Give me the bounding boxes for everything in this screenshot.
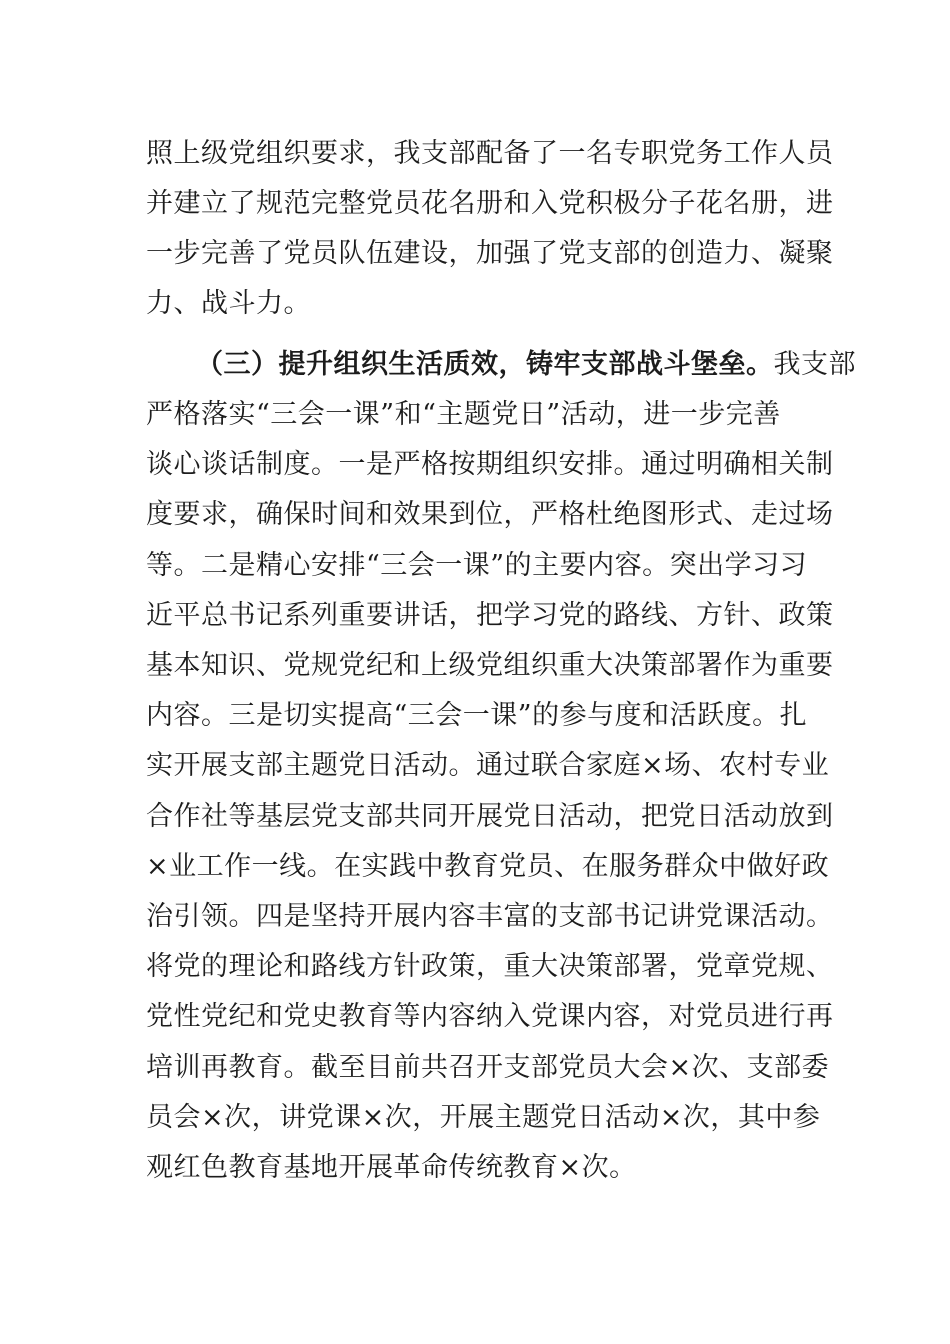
para2-line-11: ×业工作一线。在实践中教育党员、在服务群众中做好政 (146, 851, 830, 882)
para2-line-9: 实开展支部主题党日活动。通过联合家庭×场、农村专业 (146, 750, 830, 781)
para2-line-7: 基本知识、党规党纪和上级党组织重大决策部署作为重要 (146, 650, 834, 681)
para2-line-6: 近平总书记系列重要讲话，把学习党的路线、方针、政策 (146, 600, 834, 631)
para2-line-15: 培训再教育。截至目前共召开支部党员大会×次、支部委 (146, 1052, 830, 1083)
para2-line-12: 治引领。四是坚持开展内容丰富的支部书记讲党课活动。 (146, 901, 834, 932)
para1-line-3: 一步完善了党员队伍建设，加强了党支部的创造力、凝聚 (146, 238, 834, 269)
para2-line-8: 内容。三是切实提高“三会一课”的参与度和活跃度。扎 (146, 700, 808, 731)
para1-line-2: 并建立了规范完整党员花名册和入党积极分子花名册，进 (146, 188, 834, 219)
para2-line-17: 观红色教育基地开展革命传统教育×次。 (146, 1152, 637, 1183)
para1-line-4: 力、战斗力。 (146, 288, 311, 319)
para2-line-4: 度要求，确保时间和效果到位，严格杜绝图形式、走过场 (146, 499, 834, 530)
para2-first-line-rest: 我支部 (773, 349, 856, 380)
para2-line-16: 员会×次，讲党课×次，开展主题党日活动×次，其中参 (146, 1102, 821, 1133)
para2-line-5: 等。二是精心安排“三会一课”的主要内容。突出学习习 (146, 550, 808, 581)
para2-line-3: 谈心谈话制度。一是严格按期组织安排。通过明确相关制 (146, 449, 834, 480)
para1-line-1: 照上级党组织要求，我支部配备了一名专职党务工作人员 (146, 138, 834, 169)
para2-first-line (196, 345, 856, 385)
para2-line-2: 严格落实“三会一课”和“主题党日”活动，进一步完善 (146, 399, 781, 430)
para2-line-10: 合作社等基层党支部共同开展党日活动，把党日活动放到 (146, 801, 834, 832)
section-heading: （三）提升组织生活质效，铸牢支部战斗堡垒。 (196, 349, 774, 380)
para2-line-13: 将党的理论和路线方针政策，重大决策部署，党章党规、 (146, 951, 834, 982)
para2-line-14: 党性党纪和党史教育等内容纳入党课内容，对党员进行再 (146, 1001, 834, 1032)
